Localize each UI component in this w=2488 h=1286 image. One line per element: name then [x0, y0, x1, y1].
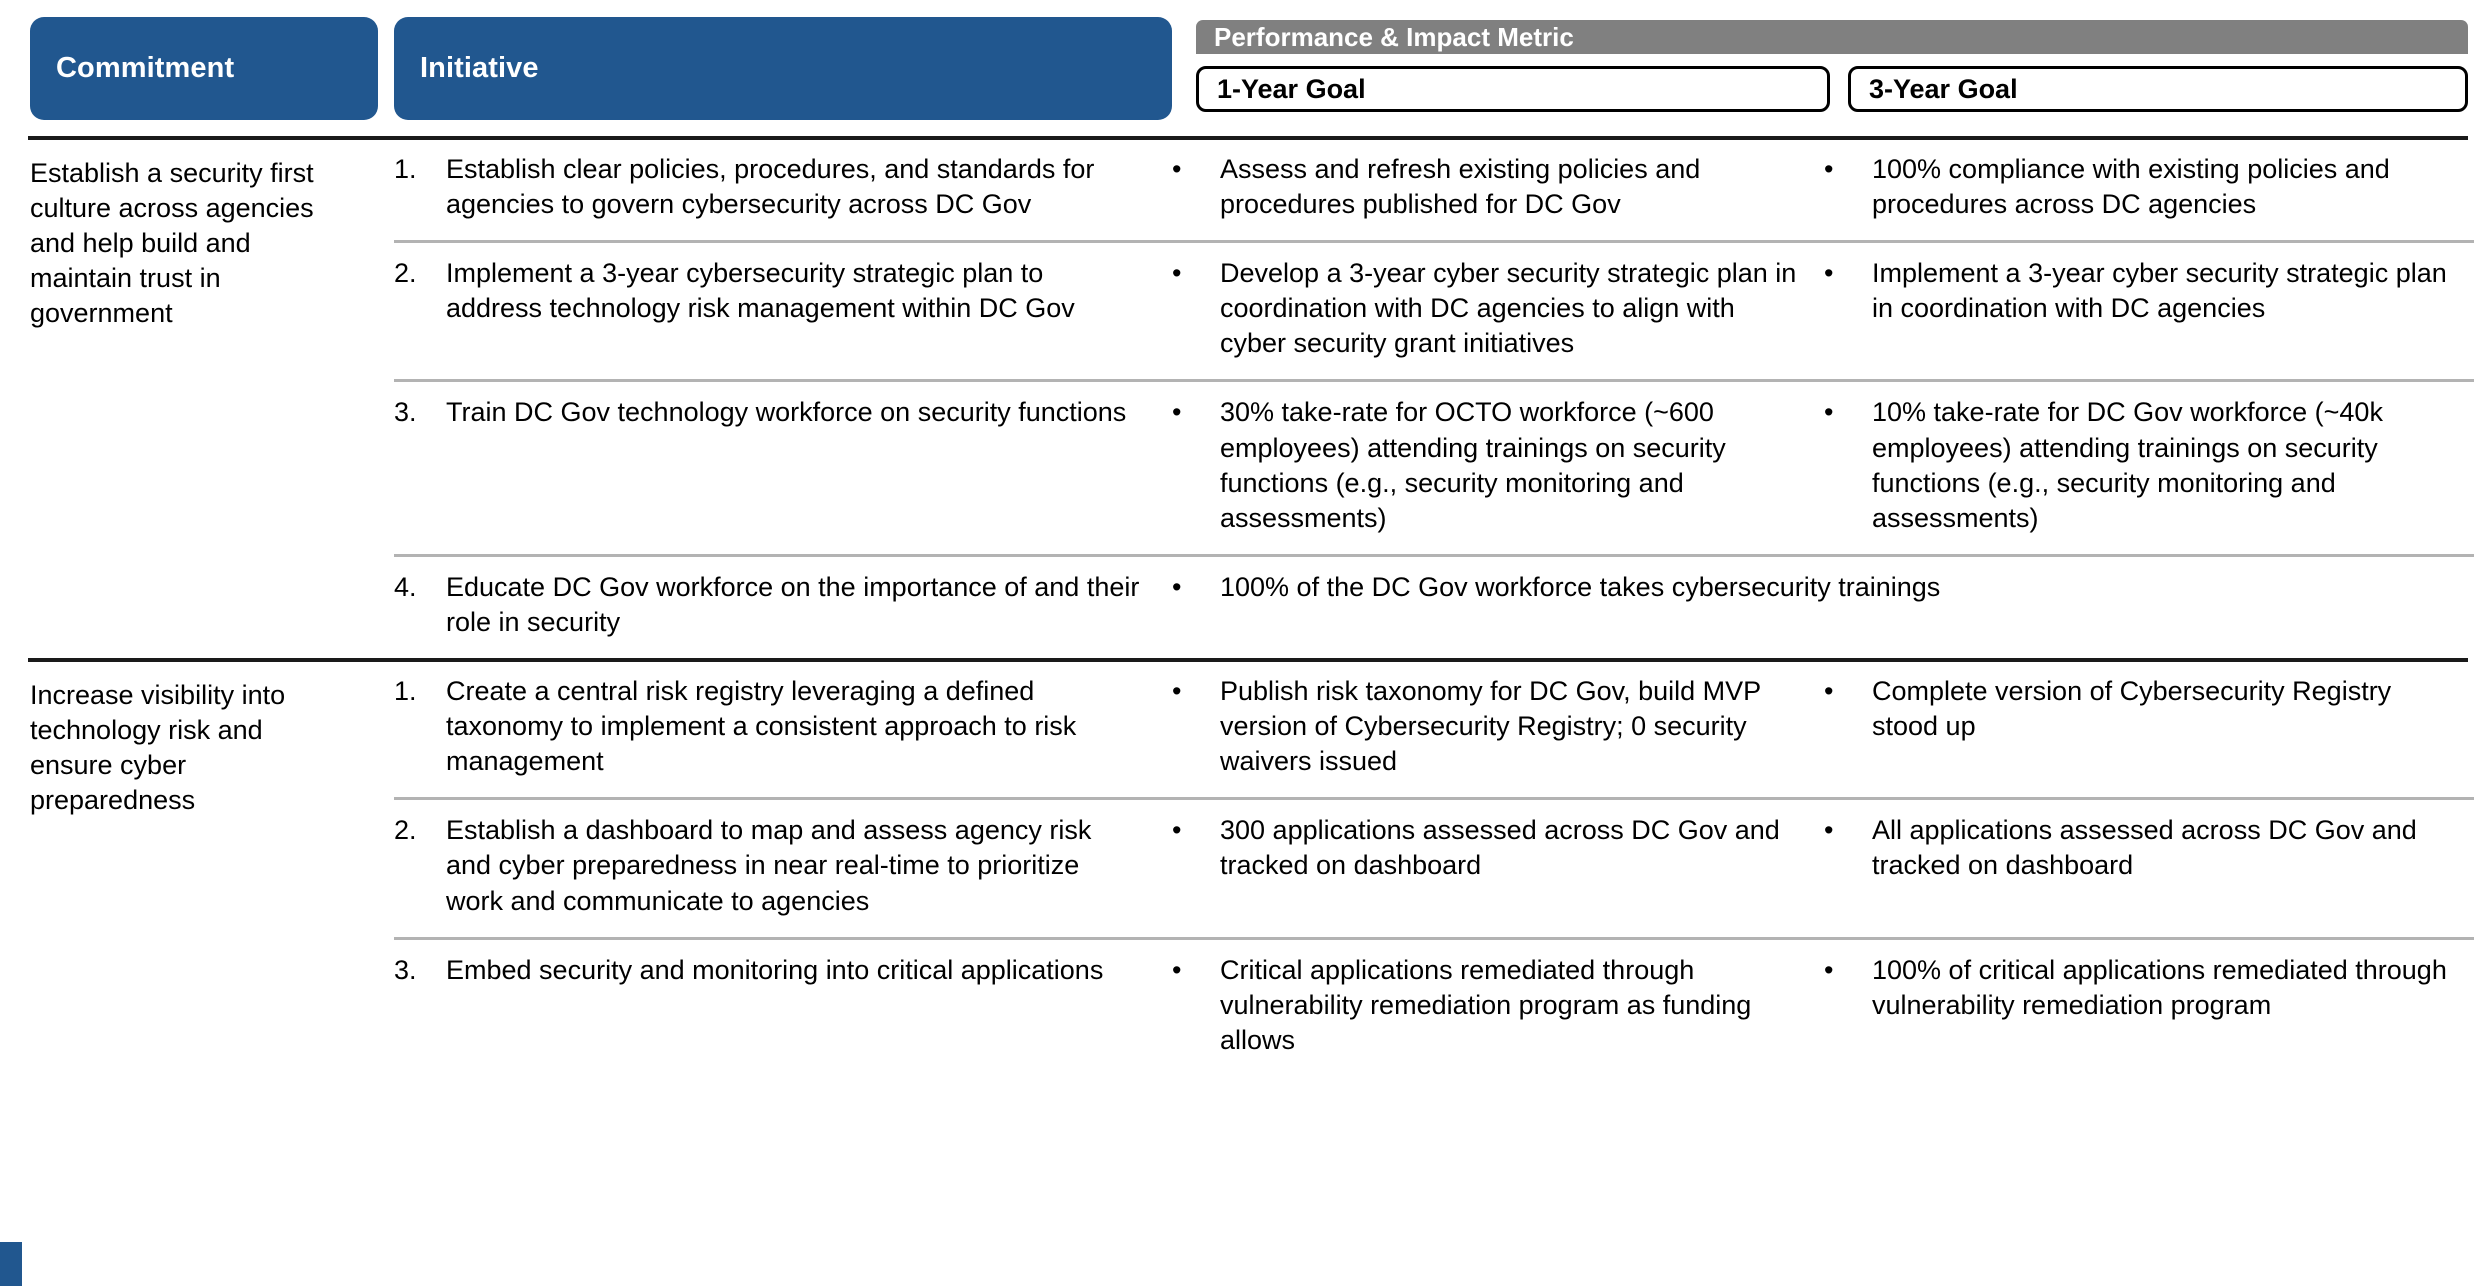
bullet-icon: •: [1172, 815, 1182, 846]
initiative-text: Educate DC Gov workforce on the importance of and their role in security: [446, 571, 1140, 637]
initiative-cell: [394, 554, 1172, 658]
table-row: [394, 240, 2488, 379]
bullet-icon: •: [1172, 954, 1182, 985]
goal-3-year-text: Complete version of Cybersecurity Registry stood up: [1872, 676, 2392, 742]
header-initiative-label: Initiative: [420, 52, 539, 84]
header-commitment-label: Commitment: [56, 52, 235, 84]
initiative-number: 1.: [394, 676, 417, 707]
initiative-rows: [394, 658, 2488, 1076]
goal-1-year-text: Develop a 3-year cyber security strategic plan in coordination with DC agencies to align with cyber security grant initiatives: [1220, 258, 1797, 359]
header-3-year-goal: [1848, 66, 2468, 112]
goal-3-year-cell: [1824, 658, 2476, 762]
initiative-rows: [394, 136, 2488, 658]
goal-1-year-cell: [1172, 554, 2488, 623]
goal-1-year-text: 100% of the DC Gov workforce takes cybersecurity trainings: [1220, 571, 1941, 602]
bullet-icon: •: [1172, 676, 1182, 707]
initiative-text: Implement a 3-year cybersecurity strategic plan to address technology risk management within DC Gov: [446, 258, 1075, 324]
goal-3-year-cell: [1824, 379, 2476, 553]
goal-3-year-cell: [1824, 136, 2476, 240]
table-body: [0, 136, 2488, 1076]
table-row: [394, 937, 2488, 1076]
initiative-cell: [394, 797, 1172, 936]
initiative-number: 2.: [394, 815, 417, 846]
goal-3-year-text: 100% of critical applications remediated through vulnerability remediation program: [1872, 954, 2447, 1020]
goal-3-year-text: 10% take-rate for DC Gov workforce (~40k employees) attending trainings on security functions (e.g., security monitoring and assessments): [1872, 397, 2383, 533]
goal-3-year-cell: [1824, 240, 2476, 344]
table-row: [394, 379, 2488, 553]
initiative-cell: [394, 658, 1172, 797]
initiative-number: 3.: [394, 397, 417, 428]
table-header: [0, 0, 2488, 136]
initiative-text: Train DC Gov technology workforce on security functions: [446, 397, 1127, 428]
initiative-cell: [394, 937, 1172, 1006]
goal-1-year-cell: [1172, 658, 1824, 797]
row-divider: [394, 937, 2474, 940]
table-row: [394, 658, 2488, 797]
bullet-icon: •: [1824, 154, 1834, 184]
goal-3-year-text: 100% compliance with existing policies and procedures across DC agencies: [1872, 154, 2390, 220]
initiative-number: 3.: [394, 954, 417, 985]
goal-1-year-cell: [1172, 379, 1824, 553]
initiative-text: Establish a dashboard to map and assess agency risk and cyber preparedness in near real-time to prioritize work and communicate to agencies: [446, 815, 1092, 916]
row-divider: [394, 797, 2474, 800]
table-row: [394, 136, 2488, 240]
goal-1-year-cell: [1172, 937, 1824, 1076]
header-initiative: [394, 17, 1172, 120]
initiative-cell: [394, 136, 1172, 240]
section-inner: [0, 136, 2488, 658]
goal-1-year-cell: [1172, 797, 1824, 901]
goal-1-year-text: Publish risk taxonomy for DC Gov, build MVP version of Cybersecurity Registry; 0 security waivers issued: [1220, 676, 1761, 777]
initiative-number: 2.: [394, 258, 417, 289]
bullet-icon: •: [1824, 258, 1834, 289]
bullet-icon: •: [1172, 397, 1182, 428]
goal-3-year-text: All applications assessed across DC Gov and tracked on dashboard: [1872, 815, 2417, 881]
goal-3-year-cell: [1824, 937, 2476, 1041]
header-3-year-goal-label: 3-Year Goal: [1869, 73, 2018, 104]
header-1-year-goal: [1196, 66, 1830, 112]
header-commitment: [30, 17, 378, 120]
bullet-icon: •: [1172, 571, 1182, 602]
bullet-icon: •: [1172, 258, 1182, 289]
table-row: [394, 797, 2488, 936]
row-divider: [394, 554, 2474, 557]
goal-1-year-cell: [1172, 240, 1824, 379]
goal-3-year-text: Implement a 3-year cyber security strategic plan in coordination with DC agencies: [1872, 258, 2447, 324]
commitment-text: Increase visibility into technology risk and ensure cyber preparedness: [30, 680, 286, 816]
goal-1-year-text: Assess and refresh existing policies and procedures published for DC Gov: [1220, 154, 1701, 220]
commitment-text: Establish a security first culture across agencies and help build and maintain trust in government: [30, 158, 314, 329]
initiative-cell: [394, 240, 1172, 344]
bullet-icon: •: [1824, 676, 1834, 707]
bullet-icon: •: [1824, 815, 1834, 846]
commitment-cell: [0, 136, 394, 331]
initiative-text: Create a central risk registry leveraging a defined taxonomy to implement a consistent approach to risk management: [446, 676, 1077, 777]
commitment-cell: [0, 658, 394, 818]
row-divider: [394, 379, 2474, 382]
goal-1-year-text: 300 applications assessed across DC Gov and tracked on dashboard: [1220, 815, 1780, 881]
goal-3-year-cell: [1824, 797, 2476, 901]
initiative-number: 4.: [394, 571, 417, 602]
row-divider: [394, 240, 2474, 243]
initiative-cell: [394, 379, 1172, 448]
initiative-text: Establish clear policies, procedures, and standards for agencies to govern cybersecurity across DC Gov: [446, 154, 1095, 220]
section-inner: [0, 658, 2488, 1076]
goal-1-year-cell: [1172, 136, 1824, 240]
corner-accent: [0, 1242, 22, 1286]
header-metric-group-label: Performance & Impact Metric: [1214, 21, 1574, 52]
commitment-section: [0, 658, 2488, 1076]
bullet-icon: •: [1824, 954, 1834, 985]
header-performance-impact-metric: [1196, 20, 2468, 54]
bullet-icon: •: [1172, 154, 1182, 184]
goal-1-year-text: 30% take-rate for OCTO workforce (~600 employees) attending trainings on security functions (e.g., security monitoring and assessments): [1220, 397, 1726, 533]
goal-1-year-text: Critical applications remediated through vulnerability remediation program as funding allows: [1220, 954, 1752, 1055]
initiative-number: 1.: [394, 154, 417, 184]
initiative-text: Embed security and monitoring into critical applications: [446, 954, 1104, 985]
commitment-section: [0, 136, 2488, 658]
bullet-icon: •: [1824, 397, 1834, 428]
table-row: [394, 554, 2488, 658]
header-1-year-goal-label: 1-Year Goal: [1217, 73, 1366, 104]
